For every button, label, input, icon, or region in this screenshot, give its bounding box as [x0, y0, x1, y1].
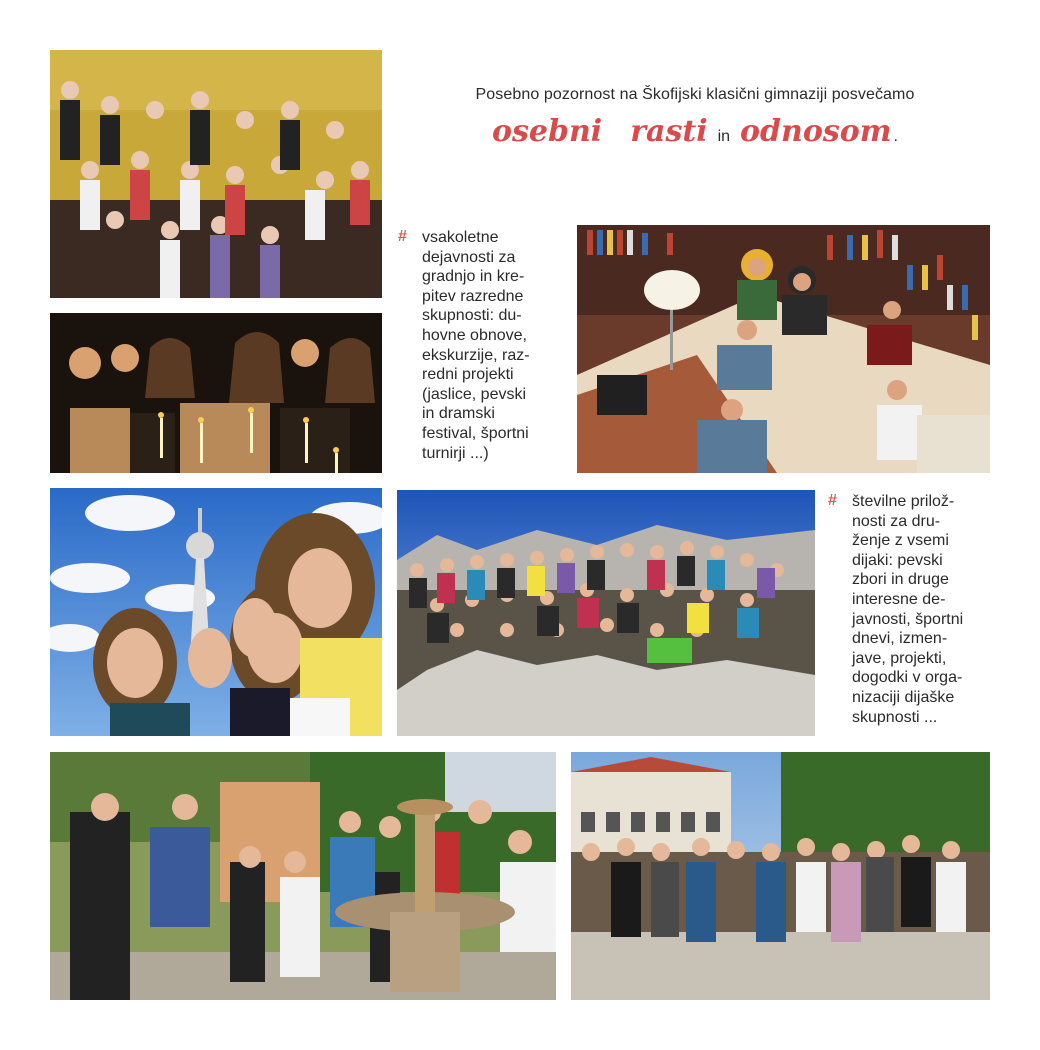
intro-heading: [400, 86, 990, 152]
photo-selfie-tower: [50, 488, 382, 736]
photo-mountain-group: [397, 490, 815, 736]
script-word-osebni: osebni: [492, 114, 603, 149]
intro-line: Posebno pozornost na Škofijski klasični gimnaziji posvečamo: [475, 86, 915, 103]
connector-in: in: [717, 128, 731, 145]
photo-library: [577, 225, 990, 473]
intro-period: .: [893, 128, 898, 145]
bullet-class-community: [398, 228, 568, 463]
photo-candles: [50, 313, 382, 473]
intro-script-line: [400, 112, 990, 152]
hash-marker: #: [398, 228, 407, 245]
script-word-rasti: rasti: [630, 114, 708, 149]
bullet-text: številne prilož- nosti za dru- ženje z vsemi dijaki: pevski zbori in druge interesne de- javnosti, športni dnevi, izmen- jave, projekti, dogodki v orga- nizaciji dijaške skupnosti ...: [852, 493, 964, 726]
bullet-text: vsakoletne dejavnosti za gradnjo in kre- pitev razredne skupnosti: du- hovne obnove, ekskurzije, raz- redni projekti (jaslice, pevski in dramski festival, športni turnirji ...): [422, 229, 530, 462]
bullet-socializing: [828, 492, 1008, 727]
hash-marker: #: [828, 492, 837, 509]
photo-fountain: [50, 752, 556, 1000]
script-word-odnosom: odnosom: [740, 114, 892, 149]
photo-riverside: [571, 752, 990, 1000]
photo-choir: [50, 50, 382, 298]
